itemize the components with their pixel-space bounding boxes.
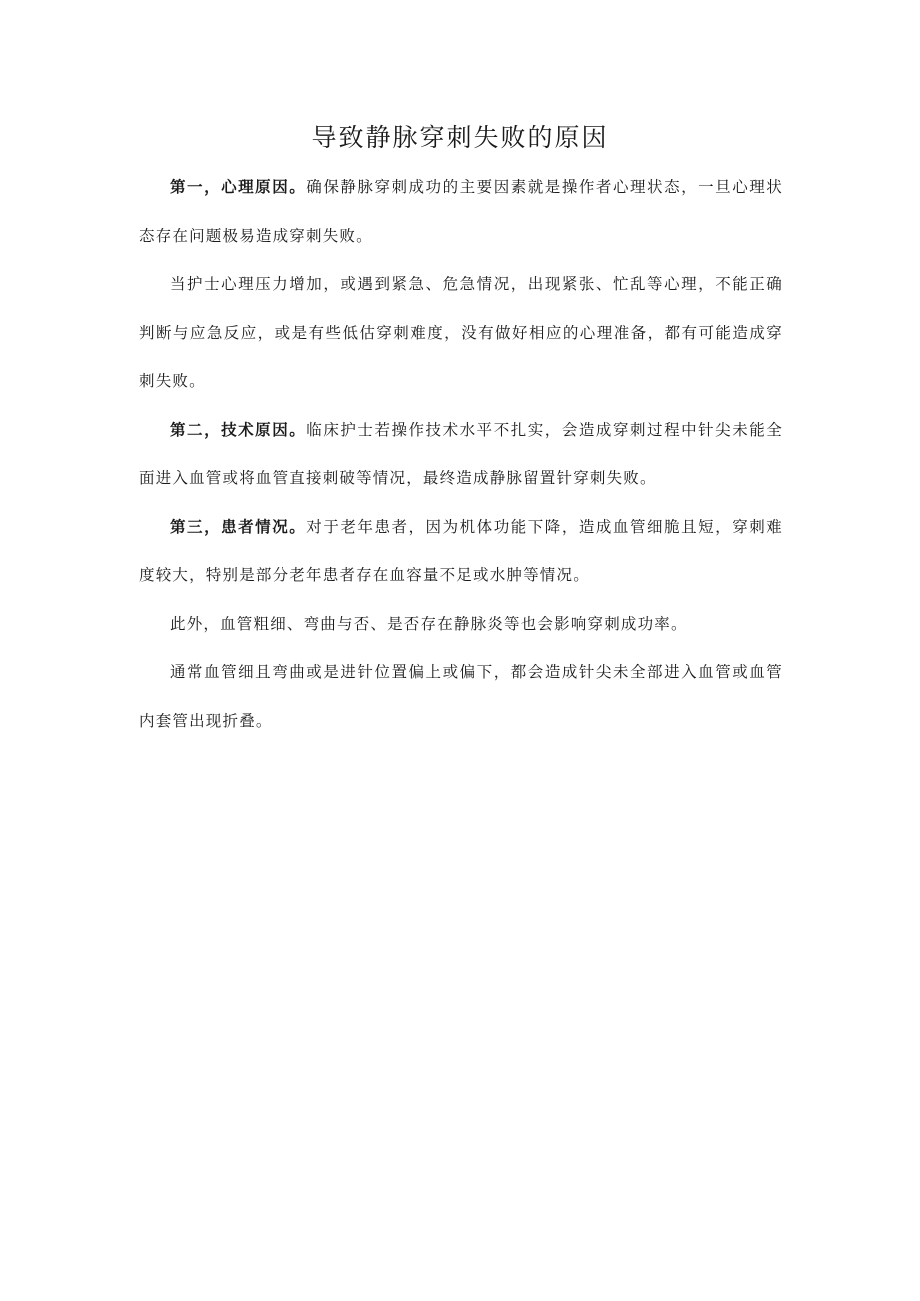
paragraph-lead: 第一，心理原因。 <box>170 177 307 196</box>
paragraph-psychological-cause <box>139 163 783 260</box>
paragraph-lead: 第三，患者情况。 <box>170 516 307 536</box>
paragraph-text: 通常血管细且弯曲或是进针位置偏上或偏下，都会造成针尖未全部进入血管或血管内套管出现折叠。 <box>139 663 783 730</box>
paragraph-text: 当护士心理压力增加，或遇到紧急、危急情况，出现紧张、忙乱等心理，不能正确判断与应急反应，或是有些低估穿刺难度，没有做好相应的心理准备，都有可能造成穿刺失败。 <box>139 275 783 390</box>
paragraph-text: 对于老年患者，因为机体功能下降，造成血管细脆且短，穿刺难度较大，特别是部分老年患者存在血容量不足或水肿等情况。 <box>139 517 783 584</box>
paragraph-other-factors <box>139 600 783 649</box>
document-title: 导致静脉穿刺失败的原因 <box>311 123 609 152</box>
paragraph-text: 确保静脉穿刺成功的主要因素就是操作者心理状态，一旦心理状态存在问题极易造成穿刺失败。 <box>139 178 783 245</box>
document-body <box>139 163 783 745</box>
paragraph-lead: 第二，技术原因。 <box>170 419 307 439</box>
paragraph-vessel-conditions <box>139 648 783 745</box>
paragraph-text: 此外，血管粗细、弯曲与否、是否存在静脉炎等也会影响穿刺成功率。 <box>170 614 688 633</box>
paragraph-nurse-pressure <box>139 260 783 406</box>
paragraph-technical-cause <box>139 406 783 503</box>
paragraph-text: 临床护士若操作技术水平不扎实，会造成穿刺过程中针尖未能全面进入血管或将血管直接刺破等情况，最终造成静脉留置针穿刺失败。 <box>139 420 783 487</box>
paragraph-patient-condition <box>139 503 783 600</box>
